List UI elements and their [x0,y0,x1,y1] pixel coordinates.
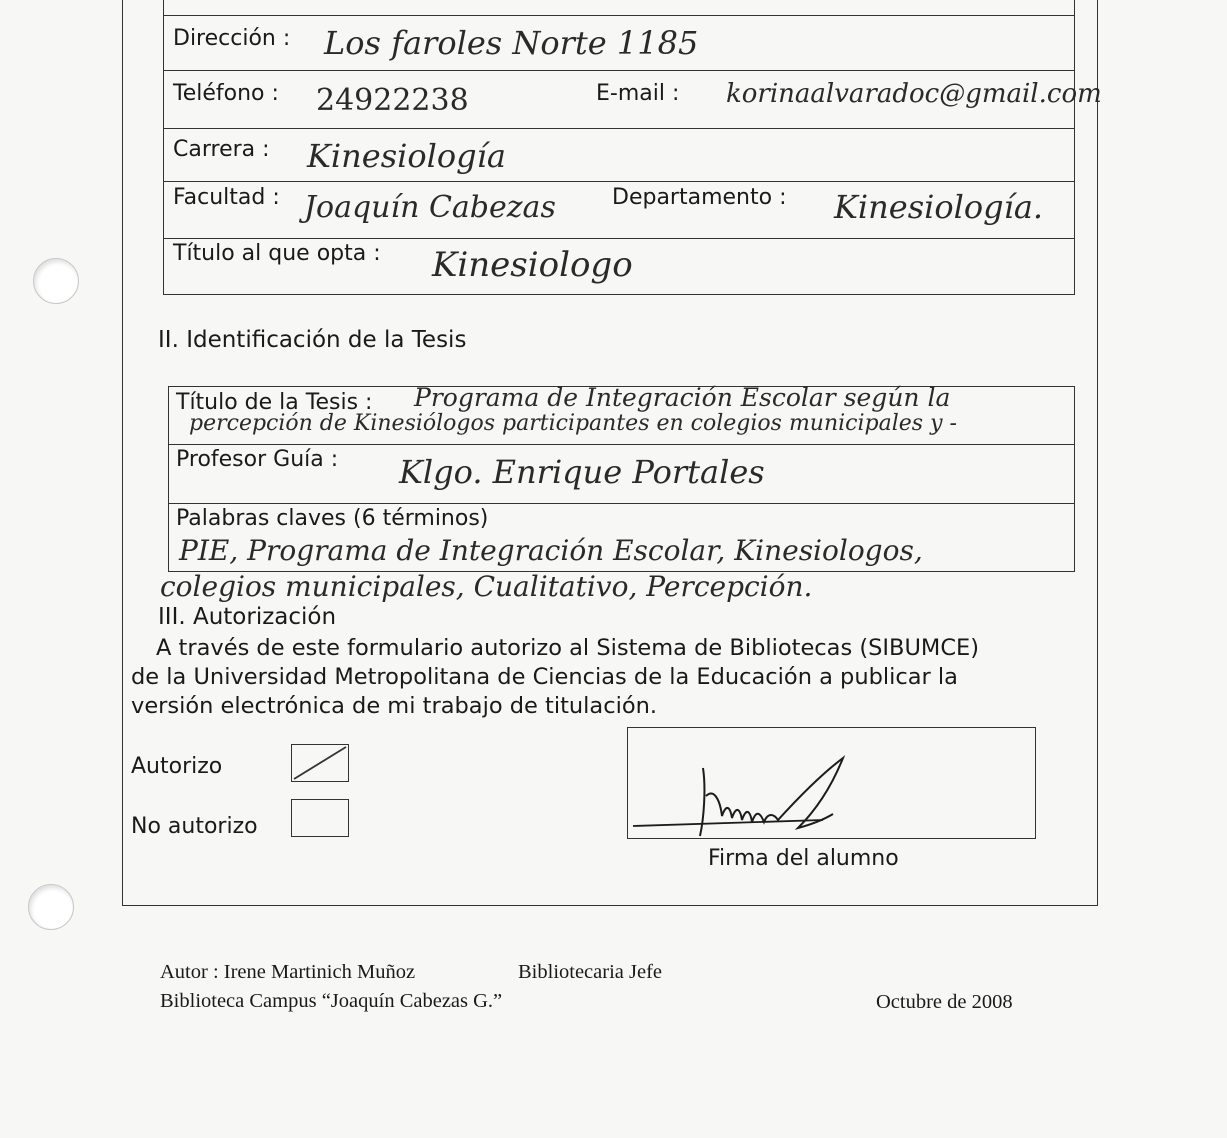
autorizo-label: Autorizo [131,754,223,779]
authorization-paragraph-line1: A través de este formulario autorizo al Sistema de Bibliotecas (SIBUMCE) [156,635,980,661]
direccion-row [164,16,1075,71]
footer-fecha: Octubre de 2008 [876,991,1013,1013]
authorization-paragraph-line2: de la Universidad Metropolitana de Ciencias de la Educación a publicar la [131,664,958,690]
titulo-opta-label: Título al que opta : [173,241,381,266]
profesor-guia-value[interactable]: Klgo. Enrique Portales [399,453,765,491]
titulo-tesis-value-line2[interactable]: percepción de Kinesiólogos participantes en colegios municipales y - [189,411,957,436]
departamento-label: Departamento : [612,185,787,210]
carrera-value[interactable]: Kinesiología [307,137,506,175]
telefono-label: Teléfono : [173,81,279,106]
footer-autor: Autor : Irene Martinich Muñoz [160,961,416,983]
signature-mark [628,728,928,838]
thesis-table [168,383,1075,572]
direccion-label: Dirección : [173,26,291,51]
autorizo-checkbox[interactable] [291,744,349,782]
carrera-label: Carrera : [173,137,270,162]
facultad-label: Facultad : [173,185,280,210]
telefono-row [164,71,1102,129]
personal-data-table [163,0,1102,295]
signature-box[interactable] [627,727,1036,839]
palabras-claves-label: Palabras claves (6 términos) [176,506,489,531]
email-label: E-mail : [596,81,680,106]
titulo-opta-value[interactable]: Kinesiologo [432,245,633,285]
profesor-guia-row [169,445,1075,504]
facultad-row [164,182,1075,239]
departamento-value[interactable]: Kinesiología. [834,188,1044,226]
palabras-claves-value-line2[interactable]: colegios municipales, Cualitativo, Percepción. [160,570,813,603]
palabras-claves-row [169,504,1075,572]
titulo-tesis-row [169,383,1075,445]
palabras-claves-value-line1[interactable]: PIE, Programa de Integración Escolar, Kinesiologos, [179,534,923,567]
authorization-paragraph-line3: versión electrónica de mi trabajo de titulación. [131,693,658,719]
no-autorizo-label: No autorizo [131,814,258,839]
telefono-value[interactable]: 24922238 [316,83,469,118]
carrera-row [164,129,1075,182]
profesor-guia-label: Profesor Guía : [176,447,339,472]
firma-label: Firma del alumno [708,846,899,871]
direccion-value[interactable]: Los faroles Norte 1185 [324,24,699,62]
titulo-tesis-label: Título de la Tesis : [176,390,373,415]
footer-cargo: Bibliotecaria Jefe [518,961,663,983]
check-slash-icon [292,745,348,781]
email-value[interactable]: korinaalvaradoc@gmail.com [726,79,1102,109]
no-autorizo-checkbox[interactable] [291,799,349,837]
section2-heading: II. Identificación de la Tesis [158,327,467,353]
footer-biblioteca: Biblioteca Campus “Joaquín Cabezas G.” [160,990,503,1012]
punch-hole-top [33,258,79,304]
punch-hole-bottom [28,884,74,930]
facultad-value[interactable]: Joaquín Cabezas [304,190,556,225]
titulo-opta-row [164,239,1075,295]
section3-heading: III. Autorización [158,604,337,630]
titulo-tesis-value-line1[interactable]: Programa de Integración Escolar según la [414,383,951,412]
